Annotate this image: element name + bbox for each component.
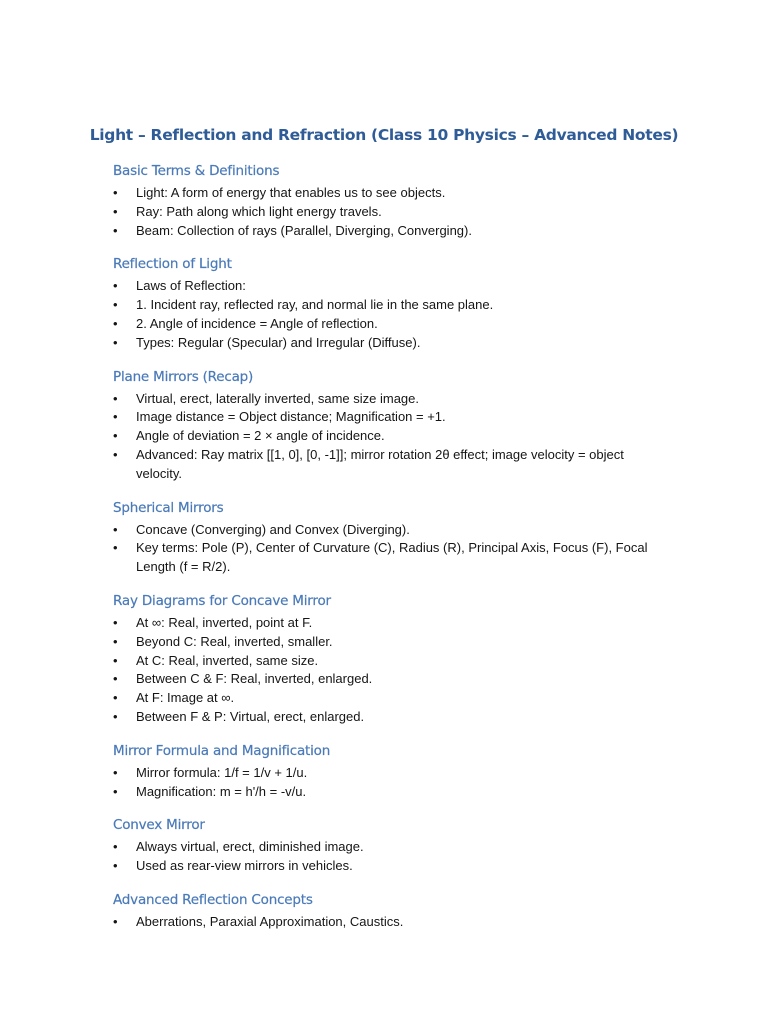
list-item: [113, 539, 673, 577]
list-item: [113, 446, 673, 484]
list-item: [113, 838, 673, 857]
bullet-icon: •: [113, 222, 118, 238]
section-basic-terms: [113, 160, 673, 240]
bullet-list: [113, 614, 673, 727]
bullet-icon: •: [113, 540, 118, 556]
list-item-text: Laws of Reflection:: [136, 278, 246, 294]
bullet-list: [113, 390, 673, 484]
bullet-icon: •: [113, 858, 118, 874]
list-item-text: Angle of deviation = 2 × angle of incidence.: [136, 428, 385, 444]
list-item-text: Image distance = Object distance; Magnification = +1.: [136, 409, 446, 425]
list-item-text: Magnification: m = h'/h = -v/u.: [136, 783, 307, 799]
list-item-text: Mirror formula: 1/f = 1/v + 1/u.: [136, 764, 308, 780]
bullet-icon: •: [113, 203, 118, 219]
bullet-icon: •: [113, 185, 118, 200]
document-title: Light – Reflection and Refraction (Class 10 Physics – Advanced Notes): [89, 126, 679, 144]
bullet-icon: •: [113, 839, 118, 855]
bullet-icon: •: [113, 334, 118, 350]
bullet-icon: •: [113, 671, 118, 687]
bullet-icon: •: [113, 428, 118, 444]
list-item-text: Aberrations, Paraxial Approximation, Caustics.: [136, 913, 404, 929]
document-body: [113, 160, 673, 945]
bullet-icon: •: [113, 633, 118, 649]
list-item: [113, 652, 673, 671]
section-heading: Convex Mirror: [113, 817, 205, 834]
list-item: [113, 277, 673, 296]
list-item-text: At ∞: Real, inverted, point at F.: [136, 614, 313, 630]
list-item: [113, 764, 673, 783]
list-item: [113, 670, 673, 689]
section-reflection-of-light: [113, 253, 673, 352]
bullet-icon: •: [113, 521, 118, 537]
bullet-list: [113, 521, 673, 577]
list-item-text: Always virtual, erect, diminished image.: [136, 839, 364, 855]
section-plane-mirrors: [113, 366, 673, 484]
list-item-text: 1. Incident ray, reflected ray, and normal lie in the same plane.: [136, 297, 494, 313]
bullet-icon: •: [113, 409, 118, 425]
bullet-icon: •: [113, 652, 118, 668]
section-mirror-formula: [113, 740, 673, 802]
list-item-text: At C: Real, inverted, same size.: [136, 652, 319, 668]
bullet-list: [113, 913, 673, 932]
list-item: [113, 408, 673, 427]
list-item: [113, 222, 673, 241]
list-item-text: Concave (Converging) and Convex (Diverging).: [136, 521, 410, 537]
list-item: [113, 913, 673, 932]
list-item: [113, 708, 673, 727]
list-item: [113, 203, 673, 222]
section-heading: Spherical Mirrors: [113, 499, 224, 516]
list-item: [113, 334, 673, 353]
list-item: [113, 427, 673, 446]
bullet-icon: •: [113, 690, 118, 706]
section-heading: Advanced Reflection Concepts: [113, 891, 313, 908]
list-item-text: At F: Image at ∞.: [136, 690, 235, 706]
bullet-list: [113, 277, 673, 352]
list-item: [113, 689, 673, 708]
list-item-text: Beyond C: Real, inverted, smaller.: [136, 633, 333, 649]
bullet-icon: •: [113, 446, 118, 462]
section-convex-mirror: [113, 814, 673, 876]
section-heading: Plane Mirrors (Recap): [113, 368, 254, 385]
list-item: [113, 783, 673, 802]
list-item-text: Between C & F: Real, inverted, enlarged.: [136, 671, 373, 687]
list-item: [113, 521, 673, 540]
bullet-list: [113, 838, 673, 876]
section-heading: Basic Terms & Definitions: [113, 163, 280, 179]
bullet-icon: •: [113, 315, 118, 331]
section-heading: Ray Diagrams for Concave Mirror: [113, 592, 331, 609]
bullet-icon: •: [113, 390, 118, 406]
list-item-text: Types: Regular (Specular) and Irregular (Diffuse).: [136, 334, 421, 350]
list-item: [113, 857, 673, 876]
list-item-text: Virtual, erect, laterally inverted, same size image.: [136, 390, 419, 406]
bullet-icon: •: [113, 614, 118, 630]
bullet-icon: •: [113, 708, 118, 724]
bullet-icon: •: [113, 764, 118, 780]
bullet-icon: •: [113, 297, 118, 313]
list-item: [113, 184, 673, 203]
section-heading: Reflection of Light: [113, 256, 232, 273]
bullet-icon: •: [113, 278, 118, 294]
bullet-list: [113, 184, 673, 240]
section-advanced-reflection: [113, 889, 673, 932]
bullet-list: [113, 764, 673, 802]
list-item: [113, 296, 673, 315]
list-item-text: 2. Angle of incidence = Angle of reflection.: [136, 315, 378, 331]
list-item-text: Beam: Collection of rays (Parallel, Diverging, Converging).: [136, 222, 472, 238]
list-item: [113, 614, 673, 633]
list-item: [113, 633, 673, 652]
list-item-text: Key terms: Pole (P), Center of Curvature (C), Radius (R), Principal Axis, Focus (F), Focal Length (f = R/2).: [136, 540, 648, 575]
bullet-icon: •: [113, 783, 118, 799]
list-item-text: Ray: Path along which light energy travels.: [136, 203, 382, 219]
list-item-text: Light: A form of energy that enables us to see objects.: [136, 185, 446, 200]
list-item: [113, 390, 673, 409]
list-item-text: Used as rear-view mirrors in vehicles.: [136, 858, 353, 874]
list-item: [113, 315, 673, 334]
bullet-icon: •: [113, 913, 118, 929]
section-ray-diagrams: [113, 590, 673, 727]
list-item-text: Advanced: Ray matrix [[1, 0], [0, -1]]; mirror rotation 2θ effect; image velocity = object velocity.: [136, 446, 624, 481]
section-spherical-mirrors: [113, 497, 673, 577]
list-item-text: Between F & P: Virtual, erect, enlarged.: [136, 708, 365, 724]
section-heading: Mirror Formula and Magnification: [113, 742, 331, 759]
